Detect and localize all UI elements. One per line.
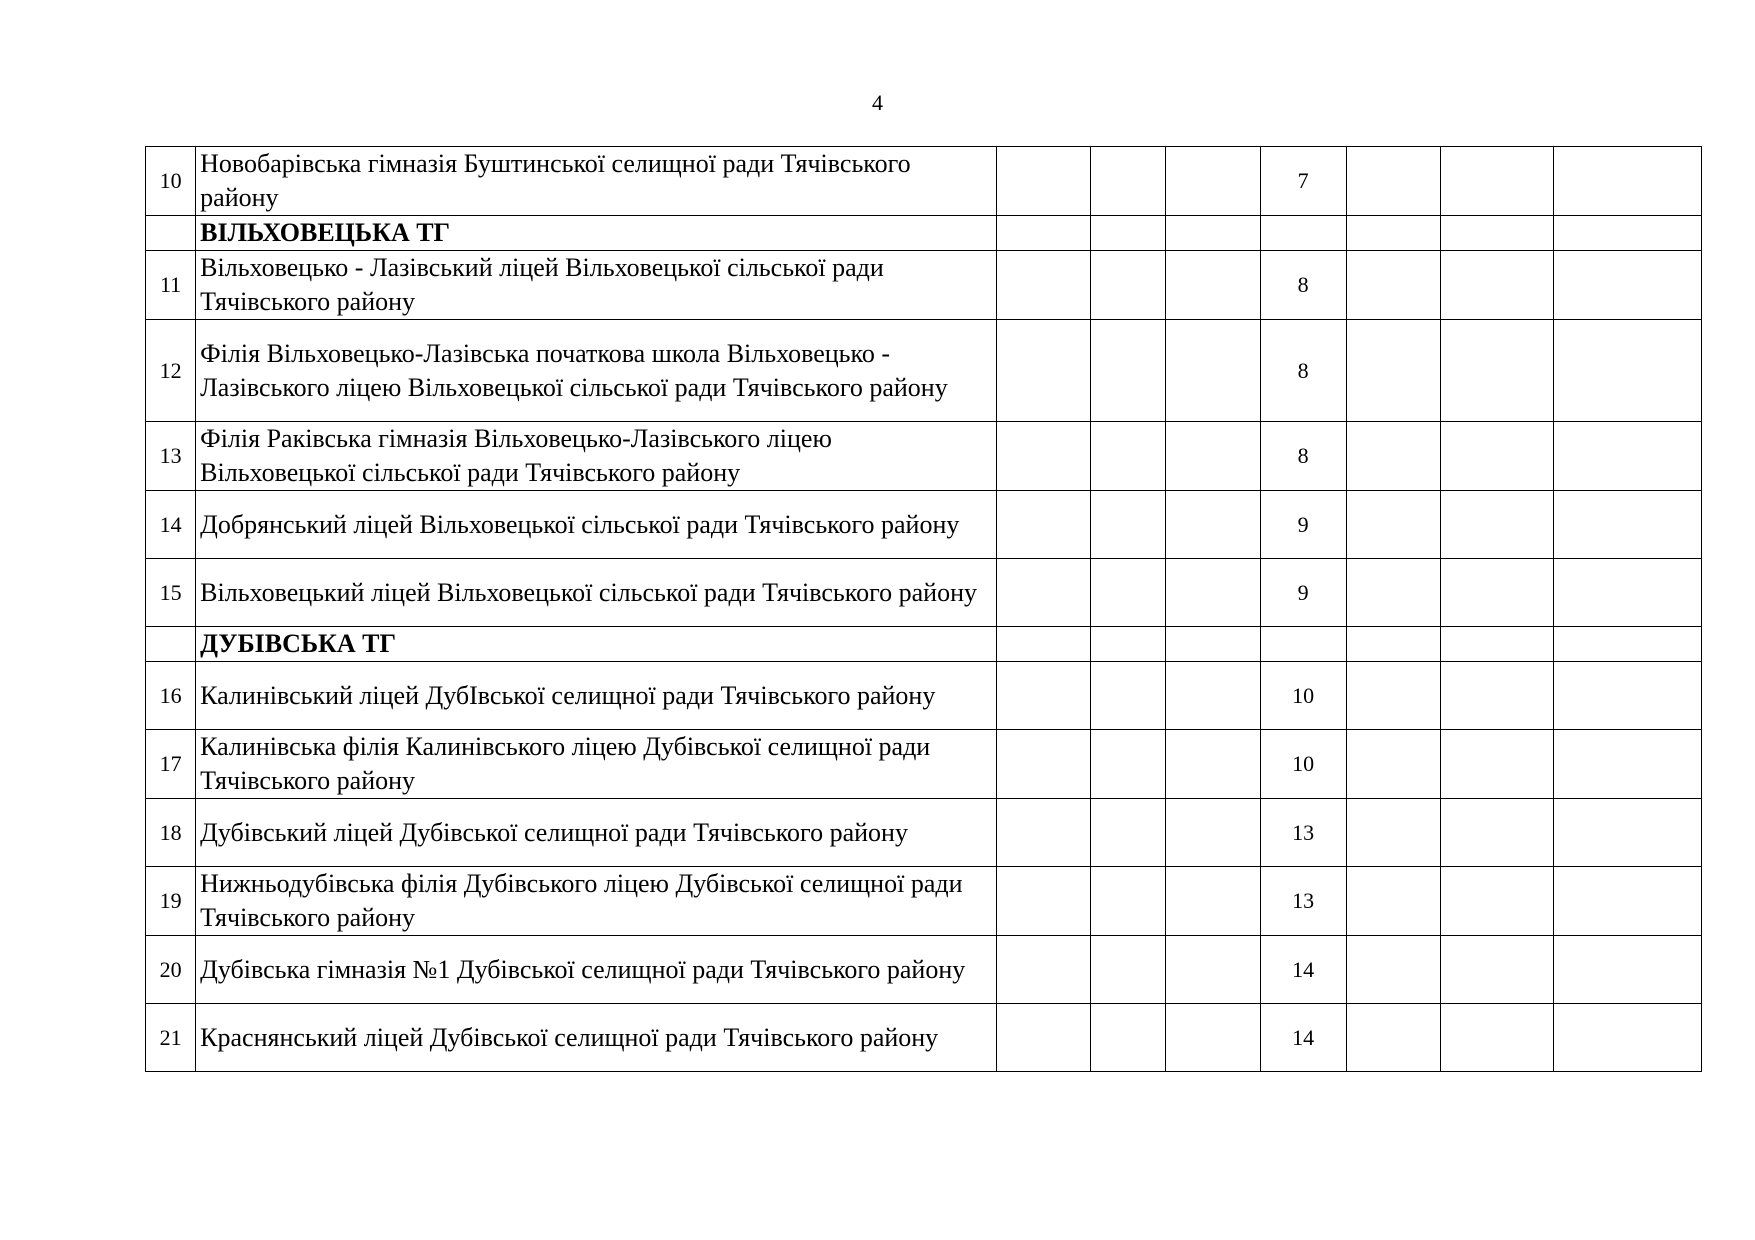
empty-cell	[1554, 491, 1702, 559]
school-name-cell: Добрянський ліцей Вільховецької сільської ради Тячівського району	[196, 491, 997, 559]
empty-cell	[996, 251, 1090, 320]
empty-cell	[1166, 662, 1260, 730]
empty-cell	[1091, 147, 1166, 216]
empty-cell	[1346, 216, 1440, 251]
value-cell: 9	[1260, 559, 1346, 627]
empty-cell	[1554, 1004, 1702, 1072]
empty-cell	[1441, 320, 1554, 422]
empty-cell	[1166, 559, 1260, 627]
row-number-cell: 13	[146, 422, 196, 491]
table-row	[146, 936, 1702, 1004]
empty-cell	[1346, 422, 1440, 491]
row-number-cell: 11	[146, 251, 196, 320]
row-number-cell: 21	[146, 1004, 196, 1072]
empty-cell	[1091, 662, 1166, 730]
empty-cell	[1441, 799, 1554, 867]
empty-cell	[1166, 867, 1260, 936]
table-row	[146, 799, 1702, 867]
school-name-cell: Калинівська філія Калинівського ліцею Дубівської селищної ради Тячівського району	[196, 730, 997, 799]
empty-cell	[1554, 936, 1702, 1004]
empty-cell	[996, 147, 1090, 216]
table-row	[146, 662, 1702, 730]
school-name-cell: Вільховецько - Лазівський ліцей Вільховецької сільської ради Тячівського району	[196, 251, 997, 320]
value-cell: 8	[1260, 251, 1346, 320]
value-cell	[1260, 216, 1346, 251]
empty-cell	[1166, 320, 1260, 422]
table-section-heading-row	[146, 627, 1702, 662]
row-number-cell: 18	[146, 799, 196, 867]
empty-cell	[1166, 627, 1260, 662]
empty-cell	[1554, 730, 1702, 799]
empty-cell	[1166, 936, 1260, 1004]
empty-cell	[1091, 867, 1166, 936]
empty-cell	[1441, 867, 1554, 936]
empty-cell	[1091, 1004, 1166, 1072]
empty-cell	[996, 1004, 1090, 1072]
empty-cell	[1091, 491, 1166, 559]
row-number-cell: 15	[146, 559, 196, 627]
empty-cell	[1346, 662, 1440, 730]
row-number-cell: 19	[146, 867, 196, 936]
empty-cell	[996, 627, 1090, 662]
empty-cell	[1091, 251, 1166, 320]
empty-cell	[1166, 1004, 1260, 1072]
empty-cell	[1441, 1004, 1554, 1072]
empty-cell	[1441, 627, 1554, 662]
value-cell: 8	[1260, 320, 1346, 422]
table-row	[146, 320, 1702, 422]
empty-cell	[996, 216, 1090, 251]
table-row	[146, 867, 1702, 936]
empty-cell	[1091, 422, 1166, 491]
empty-cell	[1554, 320, 1702, 422]
empty-cell	[996, 320, 1090, 422]
empty-cell	[1554, 867, 1702, 936]
section-heading-cell: ВІЛЬХОВЕЦЬКА ТГ	[196, 216, 997, 251]
row-number-cell	[146, 627, 196, 662]
page-number: 4	[872, 90, 883, 115]
value-cell: 14	[1260, 936, 1346, 1004]
empty-cell	[1441, 216, 1554, 251]
value-cell: 13	[1260, 799, 1346, 867]
school-name-cell: Калинівський ліцей ДубІвської селищної ради Тячівського району	[196, 662, 997, 730]
school-name-cell: Нижньодубівська філія Дубівського ліцею Дубівської селищної ради Тячівського району	[196, 867, 997, 936]
empty-cell	[1091, 936, 1166, 1004]
empty-cell	[1441, 559, 1554, 627]
empty-cell	[1166, 251, 1260, 320]
value-cell: 9	[1260, 491, 1346, 559]
school-name-cell: Вільховецький ліцей Вільховецької сільської ради Тячівського району	[196, 559, 997, 627]
row-number-cell	[146, 216, 196, 251]
empty-cell	[1441, 422, 1554, 491]
empty-cell	[1166, 147, 1260, 216]
empty-cell	[1441, 662, 1554, 730]
value-cell: 7	[1260, 147, 1346, 216]
empty-cell	[1346, 936, 1440, 1004]
empty-cell	[1441, 936, 1554, 1004]
school-name-cell: Дубівський ліцей Дубівської селищної ради Тячівського району	[196, 799, 997, 867]
empty-cell	[1346, 1004, 1440, 1072]
empty-cell	[996, 491, 1090, 559]
value-cell: 8	[1260, 422, 1346, 491]
empty-cell	[1346, 799, 1440, 867]
empty-cell	[1554, 799, 1702, 867]
empty-cell	[1554, 422, 1702, 491]
section-heading-cell: ДУБІВСЬКА ТГ	[196, 627, 997, 662]
table-row	[146, 251, 1702, 320]
table-row	[146, 422, 1702, 491]
school-name-cell: Краснянський ліцей Дубівської селищної ради Тячівського району	[196, 1004, 997, 1072]
empty-cell	[1346, 320, 1440, 422]
empty-cell	[1091, 627, 1166, 662]
school-name-cell: Філія Раківська гімназія Вільховецько-Лазівського ліцею Вільховецької сільської ради Тячівського району	[196, 422, 997, 491]
table-row	[146, 1004, 1702, 1072]
row-number-cell: 10	[146, 147, 196, 216]
empty-cell	[996, 662, 1090, 730]
value-cell	[1260, 627, 1346, 662]
empty-cell	[1554, 216, 1702, 251]
empty-cell	[1166, 730, 1260, 799]
empty-cell	[1166, 799, 1260, 867]
table-row	[146, 730, 1702, 799]
empty-cell	[1554, 662, 1702, 730]
empty-cell	[996, 559, 1090, 627]
value-cell: 10	[1260, 662, 1346, 730]
empty-cell	[1091, 559, 1166, 627]
empty-cell	[996, 936, 1090, 1004]
empty-cell	[996, 422, 1090, 491]
row-number-cell: 12	[146, 320, 196, 422]
empty-cell	[1346, 730, 1440, 799]
empty-cell	[1091, 216, 1166, 251]
row-number-cell: 14	[146, 491, 196, 559]
table-row	[146, 491, 1702, 559]
empty-cell	[1554, 251, 1702, 320]
empty-cell	[1346, 627, 1440, 662]
empty-cell	[1346, 559, 1440, 627]
empty-cell	[1346, 147, 1440, 216]
empty-cell	[1346, 251, 1440, 320]
empty-cell	[1441, 730, 1554, 799]
empty-cell	[1166, 422, 1260, 491]
table-row	[146, 147, 1702, 216]
table-body	[146, 147, 1702, 1072]
empty-cell	[1554, 559, 1702, 627]
schools-table	[145, 146, 1702, 1072]
row-number-cell: 17	[146, 730, 196, 799]
empty-cell	[1441, 251, 1554, 320]
empty-cell	[1091, 799, 1166, 867]
empty-cell	[1346, 491, 1440, 559]
school-name-cell: Філія Вільховецько-Лазівська початкова школа Вільховецько - Лазівського ліцею Вільховецької сільської ради Тячівського району	[196, 320, 997, 422]
value-cell: 14	[1260, 1004, 1346, 1072]
empty-cell	[1554, 147, 1702, 216]
empty-cell	[1346, 867, 1440, 936]
empty-cell	[996, 799, 1090, 867]
value-cell: 13	[1260, 867, 1346, 936]
empty-cell	[1441, 147, 1554, 216]
empty-cell	[1166, 216, 1260, 251]
empty-cell	[1554, 627, 1702, 662]
empty-cell	[996, 730, 1090, 799]
row-number-cell: 20	[146, 936, 196, 1004]
table-row	[146, 559, 1702, 627]
empty-cell	[1091, 730, 1166, 799]
table-section-heading-row	[146, 216, 1702, 251]
empty-cell	[1441, 491, 1554, 559]
empty-cell	[1091, 320, 1166, 422]
empty-cell	[996, 867, 1090, 936]
row-number-cell: 16	[146, 662, 196, 730]
value-cell: 10	[1260, 730, 1346, 799]
school-name-cell: Дубівська гімназія №1 Дубівської селищної ради Тячівського району	[196, 936, 997, 1004]
school-name-cell: Новобарівська гімназія Буштинської селищної ради Тячівського району	[196, 147, 997, 216]
empty-cell	[1166, 491, 1260, 559]
